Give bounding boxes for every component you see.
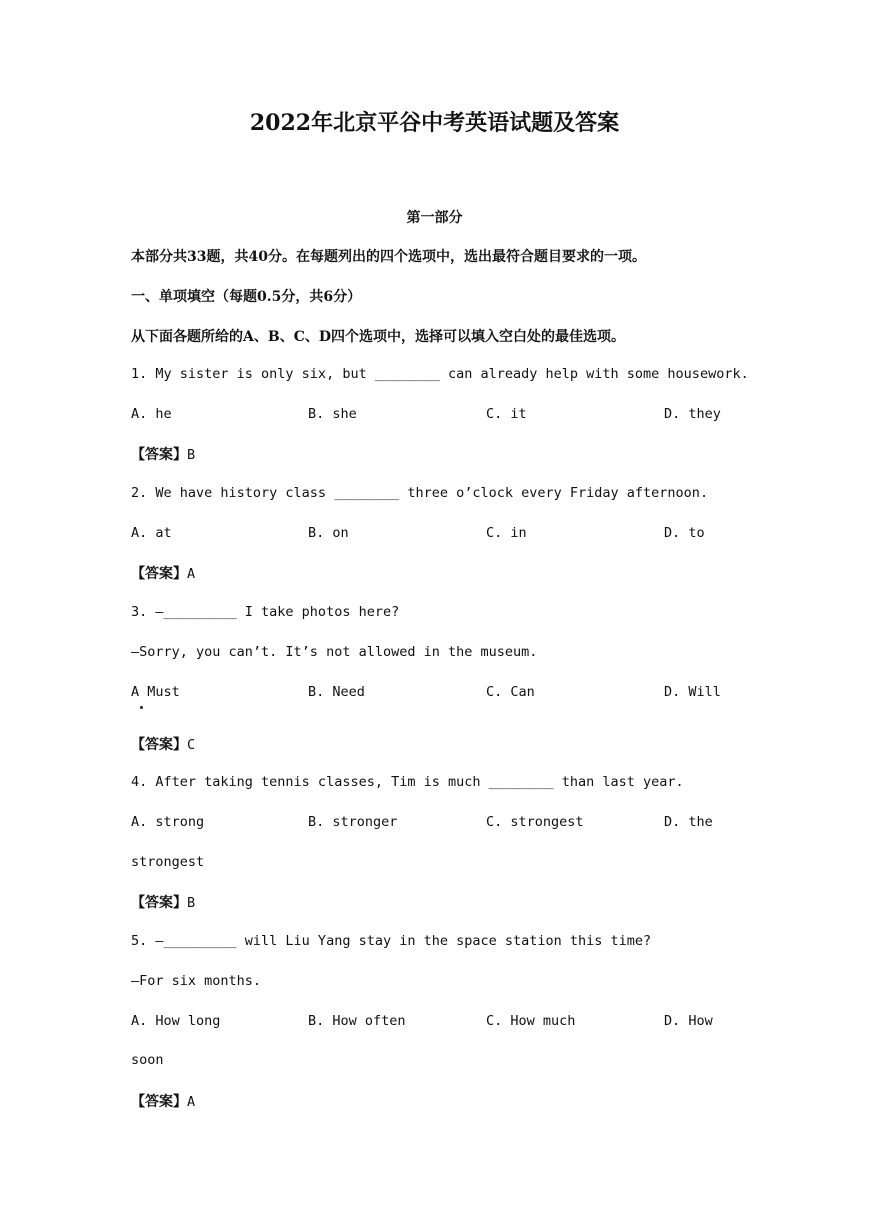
- question-5-reply: —For six months.: [131, 973, 262, 989]
- question-2-option-c: C. in: [486, 525, 527, 541]
- question-2-option-b: B. on: [308, 525, 349, 541]
- question-4-option-d: D. the: [664, 814, 713, 830]
- answer-value: B: [187, 895, 196, 911]
- question-5-option-c: C. How much: [486, 1013, 576, 1029]
- answer-label: 【答案】: [131, 737, 187, 753]
- question-4-option-a: A. strong: [131, 814, 205, 830]
- page-title: 2022年北京平谷中考英语试题及答案: [249, 110, 620, 136]
- question-1-option-c: C. it: [486, 406, 527, 422]
- answer-value: A: [187, 566, 196, 582]
- question-1-option-a: A. he: [131, 406, 172, 422]
- answer-value: B: [187, 447, 196, 463]
- question-1-option-b: B. she: [308, 406, 357, 422]
- answer-label: 【答案】: [131, 447, 187, 463]
- part-intro: 本部分共33题，共40分。在每题列出的四个选项中，选出最符合题目要求的一项。: [131, 249, 646, 265]
- question-3-option-a: A Must: [131, 684, 180, 700]
- answer-label: 【答案】: [131, 1094, 187, 1110]
- question-4-option-c: C. strongest: [486, 814, 584, 830]
- question-3-answer: [131, 734, 195, 754]
- question-3-reply: —Sorry, you can’t. It’s not allowed in the museum.: [131, 644, 538, 660]
- answer-label: 【答案】: [131, 895, 187, 911]
- question-3-stem: 3. —_________ I take photos here?: [131, 604, 400, 620]
- question-3-option-c: C. Can: [486, 684, 535, 700]
- question-2-option-d: D. to: [664, 525, 705, 541]
- question-4-option-b: B. stronger: [308, 814, 398, 830]
- question-5-stem: 5. —_________ will Liu Yang stay in the space station this time?: [131, 933, 652, 949]
- question-5-option-d: D. How: [664, 1013, 713, 1029]
- part-heading: 第一部分: [406, 210, 463, 226]
- question-3-option-d: D. Will: [664, 684, 721, 700]
- question-2-option-a: A. at: [131, 525, 172, 541]
- section-heading: 一、单项填空（每题0.5分，共6分）: [131, 289, 362, 305]
- question-4-stem: 4. After taking tennis classes, Tim is much ________ than last year.: [131, 774, 684, 790]
- question-5-option-d-wrap: soon: [131, 1052, 164, 1068]
- answer-value: C: [187, 737, 196, 753]
- question-2-stem: 2. We have history class ________ three o’clock every Friday afternoon.: [131, 485, 709, 501]
- question-1-answer: [131, 444, 195, 464]
- question-5-answer: [131, 1091, 195, 1111]
- question-4-option-d-wrap: strongest: [131, 854, 205, 870]
- question-3-option-b: B. Need: [308, 684, 365, 700]
- question-1-option-d: D. they: [664, 406, 721, 422]
- question-1-stem: 1. My sister is only six, but ________ can already help with some housework.: [131, 366, 749, 382]
- question-2-answer: [131, 563, 195, 583]
- question-5-option-a: A. How long: [131, 1013, 221, 1029]
- question-4-answer: [131, 892, 195, 912]
- question-5-option-b: B. How often: [308, 1013, 406, 1029]
- answer-label: 【答案】: [131, 566, 187, 582]
- stray-dot-mark: [140, 706, 143, 709]
- section-instruction: 从下面各题所给的A、B、C、D四个选项中，选择可以填入空白处的最佳选项。: [131, 329, 625, 345]
- answer-value: A: [187, 1094, 196, 1110]
